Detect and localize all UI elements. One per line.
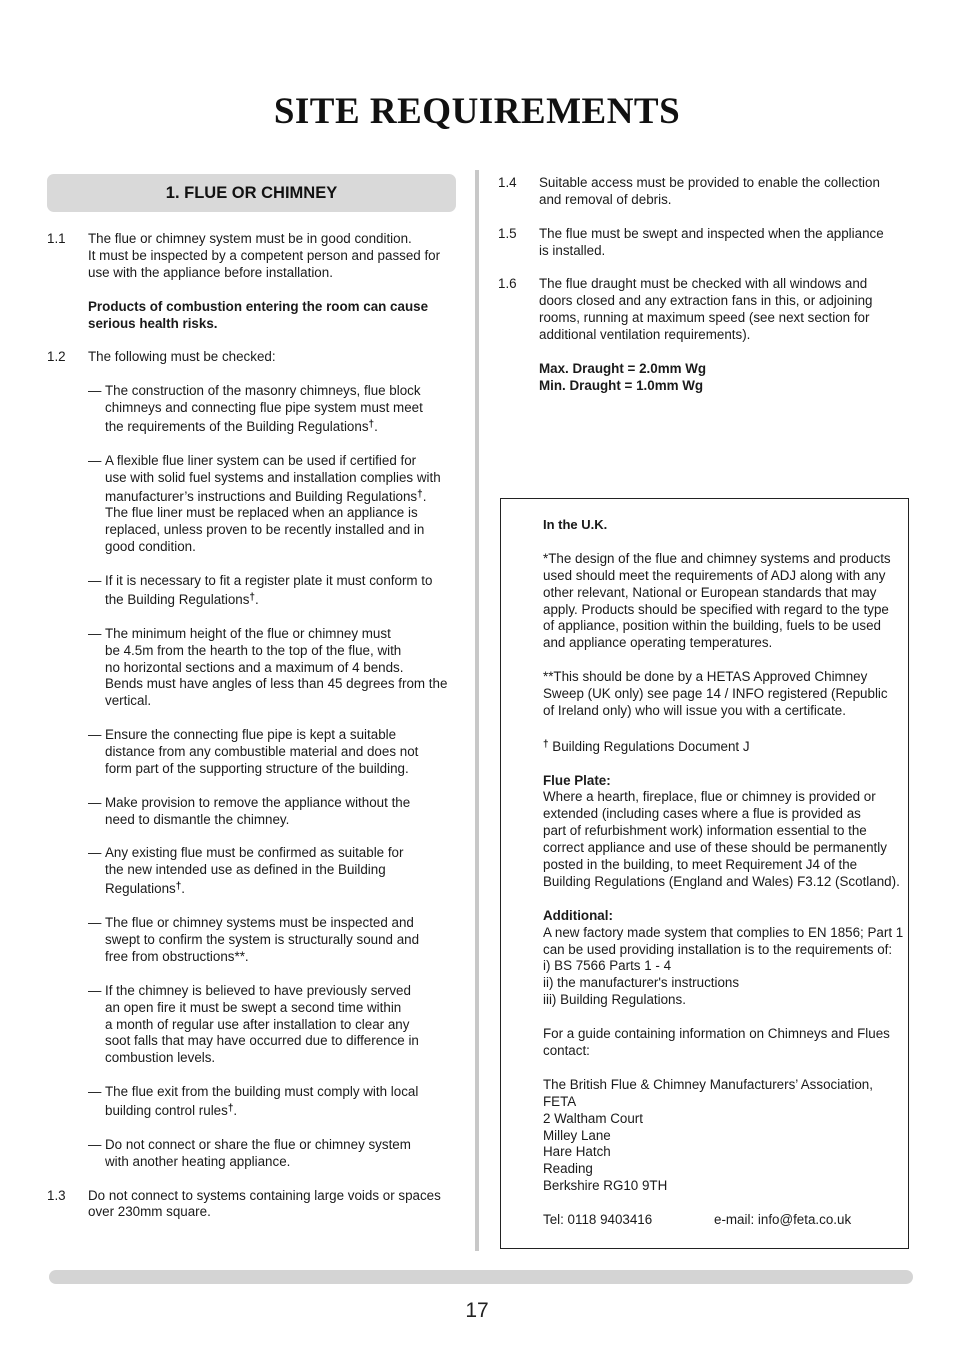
line-text: the new intended use as defined in the Building (105, 862, 386, 878)
text-line: Milley Lane (543, 1127, 611, 1143)
line-text: the Building Regulations (105, 591, 250, 607)
line-text: The flue liner must be replaced when an appliance is (105, 505, 418, 521)
text-line: other relevant, National or European standards that may (543, 584, 877, 600)
text-line (105, 505, 457, 522)
text-line (105, 417, 457, 436)
line-text: Make provision to remove the appliance without the (105, 794, 411, 810)
text-line (105, 660, 457, 677)
text-line: doors closed and any extraction fans in this, or adjoining (539, 293, 873, 309)
right-column (498, 175, 908, 395)
text-line: and appliance operating temperatures. (543, 635, 773, 651)
dash-marker: — (88, 452, 102, 468)
item-number: 1.6 (498, 276, 517, 292)
text-line: ii) the manufacturer's instructions (543, 975, 740, 991)
line-text: chimneys and connecting flue pipe system must meet (105, 400, 423, 416)
item-1-6 (498, 276, 908, 394)
guide-text (543, 1026, 907, 1060)
text-line: Do not connect to systems containing large voids or spaces (88, 1187, 441, 1203)
page-title: SITE REQUIREMENTS (273, 91, 681, 132)
line-text: The construction of the masonry chimneys, flue block (105, 383, 421, 399)
line-text: manufacturer’s instructions and Building Regulations (105, 488, 418, 504)
dash-marker: — (88, 794, 102, 810)
text-line: It must be inspected by a competent person and passed for (88, 247, 441, 263)
dash-marker: — (88, 1136, 102, 1152)
line-text: free from obstructions**. (105, 948, 249, 964)
checklist-item (47, 1137, 457, 1171)
line-text: A flexible flue liner system can be used if certified for (105, 452, 417, 468)
text-line (105, 795, 457, 812)
checklist-item (47, 845, 457, 898)
line-text: Any existing flue must be confirmed as suitable for (105, 845, 404, 861)
text-line: Products of combustion entering the room can cause (88, 298, 429, 314)
text-line (105, 626, 457, 643)
item-number: 1.3 (47, 1187, 66, 1203)
text-line: iii) Building Regulations. (543, 992, 686, 1008)
checklist-item (47, 795, 457, 829)
warning-text (88, 299, 457, 333)
text-line: posted in the building, to meet Requirement J4 of the (543, 857, 858, 873)
text-line (105, 845, 457, 862)
text-line (105, 400, 457, 417)
text-line (105, 383, 457, 400)
checklist (47, 383, 457, 1187)
text-line: additional ventilation requirements). (539, 327, 751, 343)
checklist-item (47, 626, 457, 711)
text-line: **This should be done by a HETAS Approved Chimney (543, 669, 868, 685)
checklist-item (47, 453, 457, 556)
line-text: the requirements of the Building Regulations (105, 418, 369, 434)
text-line: extended (including cases where a flue is provided as (543, 806, 861, 822)
item-1-5 (498, 226, 908, 260)
contact-row (543, 1212, 907, 1229)
footer-bar (49, 1270, 913, 1284)
text-line (105, 1084, 457, 1101)
line-text: soot falls that may have occurred due to difference in (105, 1033, 419, 1049)
checklist-item (47, 727, 457, 778)
text-line: A new factory made system that complies to EN 1856; Part 1 (543, 924, 904, 940)
dagger-symbol: † (543, 738, 549, 750)
item-number: 1.5 (498, 225, 517, 241)
line-text: The flue or chimney systems must be inspected and (105, 915, 414, 931)
text-line: Hare Hatch (543, 1144, 611, 1160)
text-line (105, 1017, 457, 1034)
text-line: Berkshire RG10 9TH (543, 1178, 668, 1194)
sweep-note (543, 669, 907, 720)
text-line (105, 1033, 457, 1050)
line-text: Regulations (105, 881, 176, 897)
text-line: The flue or chimney system must be in good condition. (88, 231, 412, 246)
line-text: combustion levels. (105, 1050, 216, 1066)
dash-marker: — (88, 845, 102, 861)
line-tail: . (254, 591, 259, 607)
uk-info-content (543, 517, 907, 1229)
item-text: The following must be checked: (88, 349, 276, 365)
line-text: Bends must have angles of less than 45 degrees from the (105, 676, 448, 692)
page-number: 17 (465, 1299, 489, 1322)
line-text: Ensure the connecting flue pipe is kept a suitable (105, 727, 397, 743)
line-text: no horizontal sections and a maximum of 4 bends. (105, 659, 404, 675)
line-text: use with solid fuel systems and installation complies with (105, 469, 441, 485)
dagger-note (543, 737, 907, 756)
item-1-3 (47, 1188, 457, 1222)
item-1-1 (47, 231, 457, 332)
text-line: part of refurbishment work) information essential to the (543, 823, 867, 839)
text-line: and removal of debris. (539, 191, 672, 207)
text-line: i) BS 7566 Parts 1 - 4 (543, 958, 672, 974)
text-line: of Ireland only) who will issue you with a certificate. (543, 702, 846, 718)
text-line: The flue draught must be checked with all windows and (539, 276, 868, 292)
text-line (105, 693, 457, 710)
text-line: over 230mm square. (88, 1204, 211, 1220)
line-text: good condition. (105, 539, 196, 555)
text-line (105, 487, 457, 506)
item-1-4 (498, 175, 908, 209)
text-line (105, 1000, 457, 1017)
text-line: Where a hearth, fireplace, flue or chimney is provided or (543, 789, 876, 805)
text-line (105, 1154, 457, 1171)
dagger-note-text: Building Regulations Document J (552, 738, 750, 754)
line-text: vertical. (105, 693, 152, 709)
checklist-item (47, 383, 457, 436)
text-line: correct appliance and use of these should be permanently (543, 840, 887, 856)
checklist-item (47, 573, 457, 609)
line-tail: . (422, 488, 427, 504)
text-line: *The design of the flue and chimney systems and products (543, 550, 891, 566)
text-line (105, 879, 457, 898)
checklist-item (47, 1084, 457, 1120)
line-text: need to dismantle the chimney. (105, 811, 290, 827)
text-line: For a guide containing information on Chimneys and Flues (543, 1026, 890, 1042)
text-line (105, 522, 457, 539)
line-tail: . (233, 1103, 238, 1119)
item-number: 1.1 (47, 231, 66, 246)
additional-heading: Additional: (543, 907, 613, 923)
text-line: is installed. (539, 242, 606, 258)
line-text: form part of the supporting structure of the building. (105, 760, 409, 776)
text-line: FETA (543, 1093, 577, 1109)
line-text: The flue exit from the building must comply with local (105, 1084, 419, 1100)
text-line: Building Regulations (England and Wales) F3.12 (Scotland). (543, 873, 900, 889)
line-text: If it is necessary to fit a register plate it must conform to (105, 573, 433, 589)
text-line (105, 590, 457, 609)
item-number: 1.4 (498, 175, 517, 190)
item-text (88, 231, 457, 282)
dagger-symbol: † (249, 591, 255, 603)
item-1-2 (47, 349, 457, 366)
text-line (105, 983, 457, 1000)
dash-marker: — (88, 573, 102, 589)
dagger-symbol: † (417, 488, 423, 500)
text-line (105, 727, 457, 744)
additional-text (543, 925, 907, 1010)
text-line (105, 761, 457, 778)
line-text: an open fire it must be swept a second time within (105, 999, 402, 1015)
checklist-item (47, 983, 457, 1068)
text-line: The British Flue & Chimney Manufacturers’ Association, (543, 1076, 873, 1092)
box-heading: In the U.K. (543, 517, 608, 532)
text-line: can be used providing installation is to the requirements of: (543, 941, 893, 957)
dagger-symbol: † (368, 418, 375, 430)
text-line: contact: (543, 1043, 590, 1058)
text-line (105, 676, 457, 693)
dash-marker: — (88, 625, 102, 641)
flue-plate-text (543, 789, 907, 890)
dash-marker: — (88, 383, 102, 399)
column-divider (475, 170, 479, 1251)
checklist-item (47, 915, 457, 966)
item-number: 1.2 (47, 349, 66, 365)
text-line (105, 1137, 457, 1154)
text-line (105, 470, 457, 487)
dash-marker: — (88, 1084, 102, 1100)
text-line (105, 932, 457, 949)
text-line (105, 915, 457, 932)
line-text: with another heating appliance. (105, 1153, 291, 1169)
line-tail: . (374, 418, 378, 434)
design-note (543, 551, 907, 652)
text-line: Suitable access must be provided to enable the collection (539, 175, 880, 190)
text-line (105, 573, 457, 590)
line-text: The minimum height of the flue or chimney must (105, 625, 391, 641)
line-text: Do not connect or share the flue or chimney system (105, 1136, 411, 1152)
text-line: Sweep (UK only) see page 14 / INFO registered (Republic (543, 686, 888, 702)
section-heading-bar (47, 174, 456, 212)
line-text: If the chimney is believed to have previously served (105, 982, 411, 998)
flue-plate-heading: Flue Plate: (543, 772, 611, 788)
text-line (105, 1050, 457, 1067)
uk-info-box (500, 498, 909, 1249)
text-line: 2 Waltham Court (543, 1110, 643, 1126)
dagger-symbol: † (227, 1103, 234, 1115)
text-line: rooms, running at maximum speed (see next section for (539, 310, 870, 326)
feta-address (543, 1077, 907, 1195)
text-line: serious health risks. (88, 315, 218, 331)
line-text: a month of regular use after installation to clear any (105, 1016, 410, 1032)
line-text: building control rules (105, 1103, 228, 1119)
line-text: swept to confirm the system is structurally sound and (105, 932, 420, 947)
line-text: be 4.5m from the hearth to the top of the flue, with (105, 642, 402, 658)
text-line (105, 862, 457, 879)
max-draught: Max. Draught = 2.0mm Wg (539, 360, 707, 376)
telephone: Tel: 0118 9403416 (543, 1212, 653, 1228)
text-line (105, 643, 457, 660)
dash-marker: — (88, 915, 102, 931)
email: e-mail: info@feta.co.uk (714, 1212, 852, 1228)
left-column (47, 231, 457, 1221)
section-heading: 1. FLUE OR CHIMNEY (165, 183, 338, 202)
text-line: The flue must be swept and inspected when the appliance (539, 225, 884, 241)
text-line (105, 539, 457, 556)
min-draught: Min. Draught = 1.0mm Wg (539, 377, 704, 393)
line-text: distance from any combustible material and does not (105, 744, 419, 760)
text-line: apply. Products should be specified with regard to the type (543, 601, 889, 617)
text-line (105, 1101, 457, 1120)
line-tail: . (181, 881, 186, 897)
text-line (105, 453, 457, 470)
text-line (105, 949, 457, 966)
text-line: of appliance, position within the building, fuels to be used (543, 618, 881, 634)
dash-marker: — (88, 727, 102, 743)
text-line (105, 812, 457, 829)
dagger-symbol: † (175, 881, 182, 893)
dash-marker: — (88, 982, 102, 998)
text-line: Reading (543, 1161, 593, 1177)
line-text: replaced, unless proven to be recently installed and in (105, 522, 425, 538)
text-line (105, 744, 457, 761)
text-line: used should meet the requirements of ADJ along with any (543, 567, 886, 583)
text-line: use with the appliance before installation. (88, 264, 333, 280)
